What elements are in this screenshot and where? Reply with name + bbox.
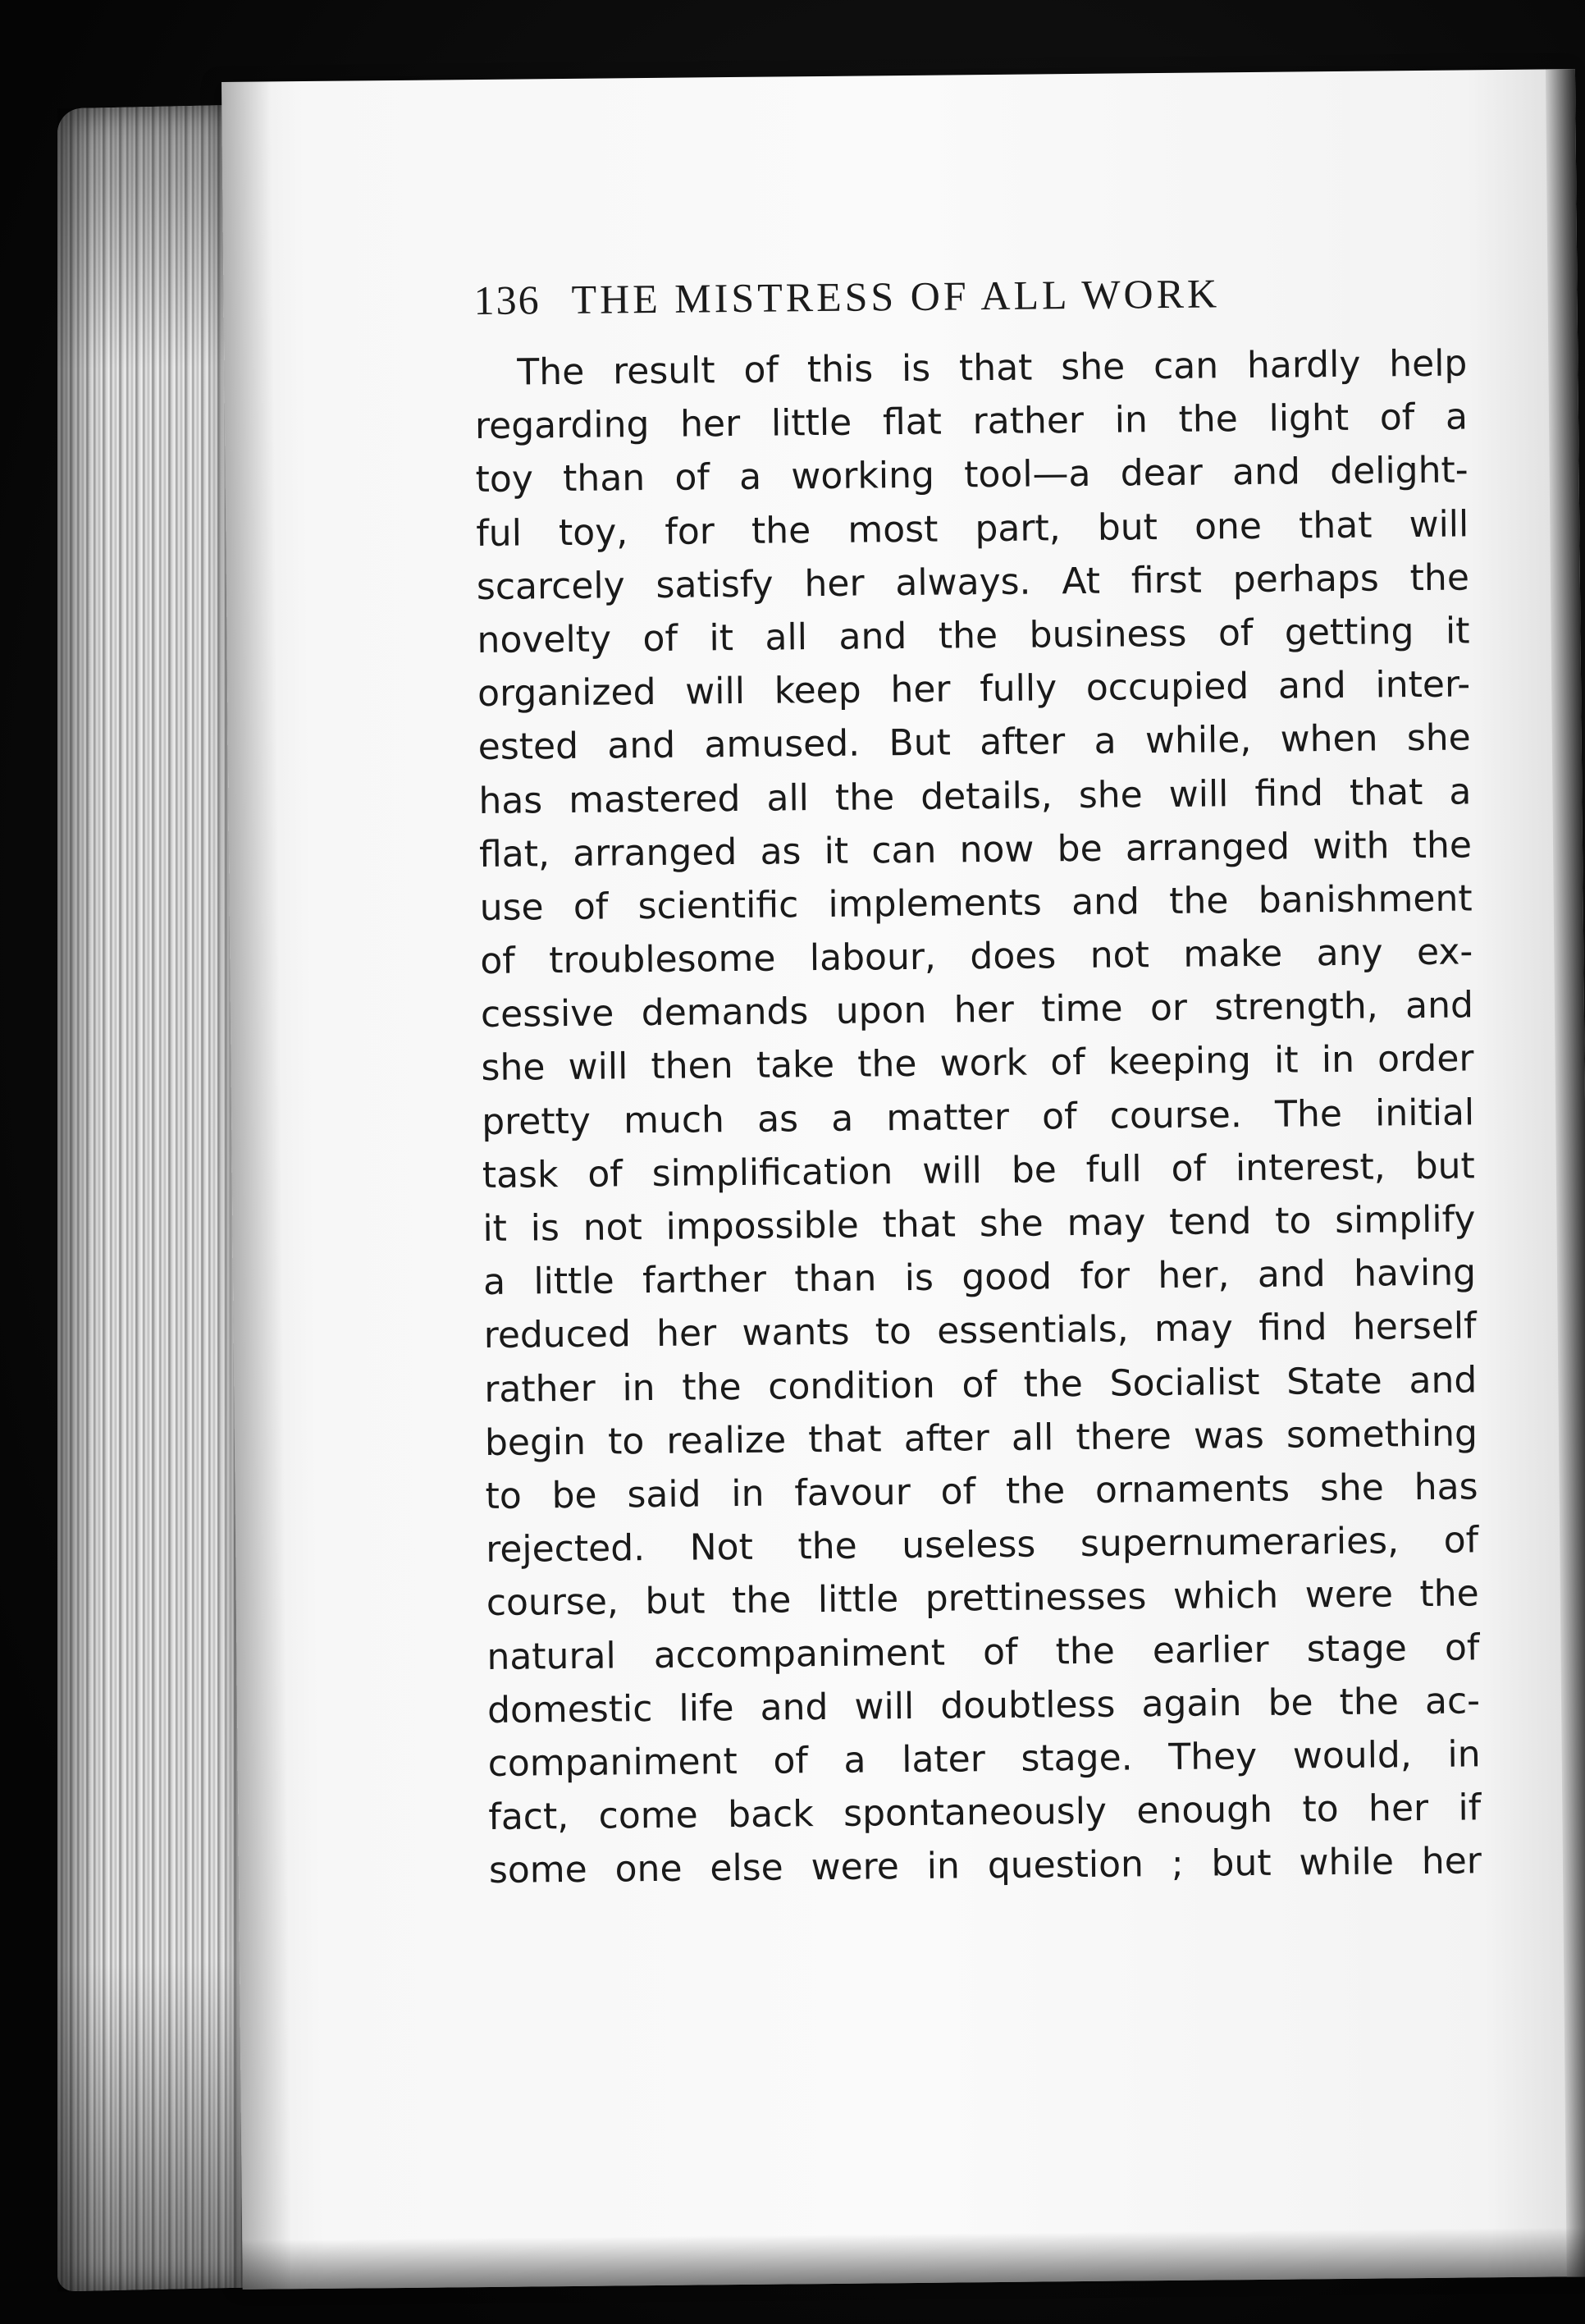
text-line: some one else were in question ; but while her — [488, 1840, 1482, 1892]
text-line: she will then take the work of keeping it in order — [481, 1037, 1474, 1090]
text-line: cessive demands upon her time or strength, and — [480, 984, 1474, 1036]
text-line: has mastered all the details, she will find that a — [478, 770, 1472, 822]
text-line: of troublesome labour, does not make any ex- — [480, 931, 1473, 983]
text-line: to be said in favour of the ornaments she has — [485, 1466, 1478, 1517]
text-line: rejected. Not the useless supernumeraries, of — [485, 1519, 1479, 1571]
book-page — [222, 69, 1585, 2290]
book-title: THE MISTRESS OF ALL WORK — [571, 270, 1221, 323]
text-line: regarding her little flat rather in the light of a — [474, 396, 1469, 448]
running-head — [473, 267, 1491, 324]
body-paragraph — [474, 336, 1482, 1897]
text-line: toy than of a working tool—a dear and delight- — [475, 449, 1469, 501]
text-line: The result of this is that she can hardly help — [517, 342, 1468, 394]
text-line: a little farther than is good for her, and having — [482, 1251, 1477, 1304]
text-line: novelty of it all and the business of getting it — [477, 610, 1470, 661]
text-line: it is not impossible that she may tend to simplify — [482, 1198, 1476, 1251]
text-line: ested and amused. But after a while, when she — [477, 716, 1471, 769]
text-line: rather in the condition of the Socialist State and — [484, 1358, 1478, 1411]
text-line: ful toy, for the most part, but one that will — [476, 502, 1469, 555]
text-line: organized will keep her fully occupied and inter- — [477, 663, 1471, 716]
text-line: task of simplification will be full of interest, but — [482, 1145, 1475, 1196]
book-page-edges — [57, 105, 246, 2292]
text-line: fact, come back spontaneously enough to her if — [488, 1786, 1482, 1839]
text-line: natural accompaniment of the earlier stage of — [486, 1626, 1480, 1678]
text-line: flat, arranged as it can now be arranged with the — [478, 824, 1473, 876]
text-line: use of scientific implements and the banishment — [479, 877, 1473, 929]
text-line: scarcely satisfy her always. At first perhaps the — [476, 556, 1470, 608]
page-number: 136 — [473, 277, 541, 324]
text-line: course, but the little prettinesses which were the — [486, 1572, 1479, 1625]
text-line: reduced her wants to essentials, may find herself — [483, 1305, 1477, 1357]
text-line: domestic life and will doubtless again be the ac- — [486, 1680, 1481, 1732]
page-right-edge — [1546, 69, 1585, 2276]
text-line: begin to realize that after all there was something — [484, 1412, 1478, 1464]
text-line: companiment of a later stage. They would, in — [487, 1733, 1481, 1785]
page-bottom-shadow — [242, 2227, 1585, 2290]
text-line: pretty much as a matter of course. The initial — [481, 1091, 1475, 1143]
